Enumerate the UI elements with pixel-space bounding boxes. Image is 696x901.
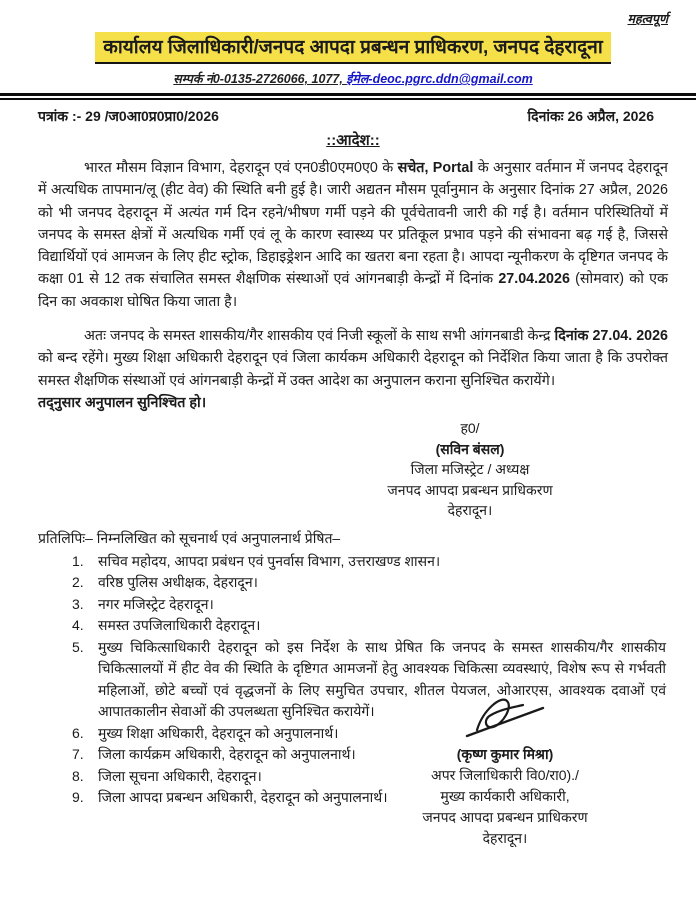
para2-seg3: को बन्द रहेंगे। मुख्य शिक्षा अधिकारी देहरादून एवं जिला कार्यकम अधिकारी देहरादून को निर्देशित किया जाता है कि उपरोक्त समस्त शैक्षणिक संस्थाओं एवं आंगनबाड़ी केन्द्रों में उक्त आदेश का अनुपालन कराना सुनिश्चित करायेंगे।: [38, 350, 668, 389]
order-paragraph-2: [38, 325, 668, 392]
copy-item-number: 7.: [72, 746, 84, 763]
letter-meta-row: [38, 107, 668, 126]
signatory2-role1: अपर जिलाधिकारी वि0/रा0)./: [431, 767, 579, 783]
copy-item-text: नगर मजिस्ट्रेट देहरादून।: [98, 595, 214, 612]
contact-phone: सम्पर्क नं0-0135-2726066, 1077,: [173, 72, 347, 86]
para1-seg5: (सोमवार) को एक दिन का अवकाश घोषित किया जाता है।: [38, 271, 668, 310]
signatory2-role2: मुख्य कार्यकारी अधिकारी,: [440, 788, 570, 804]
copy-item: [38, 615, 668, 637]
signatory-name: (सविन बंसल): [435, 440, 505, 457]
order-heading: ::आदेश::: [326, 132, 380, 149]
signature-block-ceo: [340, 690, 670, 849]
letterhead: [38, 32, 668, 64]
copy-item: [38, 551, 668, 573]
signatory-role: जिला मजिस्ट्रेट / अध्यक्ष: [410, 461, 530, 478]
copy-item-number: 4.: [72, 617, 84, 634]
copy-item-number: 3.: [72, 595, 84, 612]
para1-date-bold: 27.04.2026: [498, 271, 570, 288]
email-link[interactable]: [346, 72, 532, 86]
copy-item-text: जिला सूचना अधिकारी, देहरादून।: [98, 767, 262, 784]
para2-date-bold: दिनांक 27.04. 2026: [554, 328, 668, 345]
copy-item-number: 6.: [72, 724, 84, 741]
signatory2-name: (कृष्ण कुमार मिश्रा): [456, 746, 554, 762]
letter-date: दिनांकः 26 अप्रैल, 2026: [527, 108, 654, 124]
copy-item-number: 5.: [72, 638, 84, 655]
signatory-org: जनपद आपदा प्रबन्धन प्राधिकरण: [387, 481, 553, 498]
copy-item-text: जिला कार्यक्रम अधिकारी, देहरादून को अनुपालनार्थ।: [98, 746, 356, 763]
copies-heading: प्रतिलिपिः– निम्नलिखित को सूचनार्थ एवं अनुपालनार्थ प्रेषित–: [38, 529, 341, 546]
email-address: deoc.pgrc.ddn@gmail.com: [372, 72, 533, 86]
copy-item-number: 2.: [72, 574, 84, 591]
footer-accent-bar: [0, 892, 696, 901]
signatory2-place: देहरादून।: [482, 830, 528, 846]
para2-seg1: अतः जनपद के समस्त शासकीय/गैर शासकीय एवं निजी स्कूलों के साथ सभी आंगनबाडी केन्द्र: [84, 328, 555, 345]
importance-tag: महत्वपूर्ण: [627, 12, 668, 26]
contact-line: [38, 71, 668, 87]
signatory-place: देहरादून।: [447, 502, 493, 519]
copy-item-text: वरिष्ठ पुलिस अधीक्षक, देहरादून।: [98, 574, 258, 591]
office-title: कार्यालय जिलाधिकारी/जनपद आपदा प्रबन्धन प्राधिकरण, जनपद देहरादूना: [95, 32, 611, 64]
order-paragraph-1: [38, 157, 668, 313]
signatory2-org: जनपद आपदा प्रबन्धन प्राधिकरण: [422, 809, 588, 825]
para1-seg2-bold: सचेत, Portal: [397, 160, 474, 176]
handwritten-signature-icon: [340, 690, 670, 742]
email-label: ईमेल-: [346, 72, 373, 86]
copy-item: [38, 594, 668, 616]
para1-seg3: के अनुसार वर्तमान में जनपद देहरादून में अत्यधिक तापमान/लू (हीट वेव) की स्थिति बनी हुई है। जारी अद्यतन मौसम पूर्वानुमान के अनुसार दिनांक 27 अप्रैल, 2026 को भी जनपद देहरादून में अत्यंत गर्म दिन रहने/भीषण गर्मी पड़ने की पूर्वचेतावनी जारी की गई है। वर्तमान परिस्थितियों में जनपद के समस्त क्षेत्रों में अत्यधिक गर्मी एवं लू के कारण स्वास्थ्य पर प्रतिकूल प्रभाव पड़ने की संभावना बढ़ गई है, जिससे विद्यार्थियों एवं आमजन के लिए हीट स्ट्रोक, डिहाइड्रेशन आदि का खतरा बना रहता है। आपदा न्यूनीकरण के दृष्टिगत जनपद के कक्षा 01 से 12 तक संचालित समस्त शैक्षणिक संस्थाओं एवं आंगनबाड़ी केन्द्रों में दिनांक: [38, 160, 668, 288]
sd-mark: ह0/: [460, 420, 480, 437]
copy-item-number: 1.: [72, 552, 84, 569]
copy-item-text: मुख्य चिकित्साधिकारी देहरादून को इस निर्देश के साथ प्रेषित कि जनपद के समस्त शासकीय/गैर शासकीय चिकित्सालयों में हीट वेव की स्थिति के दृष्टिगत आमजनों हेतु आवश्यक चिकित्सा व्यवस्थाएं, विशेष रूप से गर्भवती महिलाओं, छोटे बच्चों एवं वृद्धजनों के लिए समुचित उपचार, शीतल पेयजल, ओआरएस, आवश्यक दवाओं एवं आपातकालीन सेवाओं की उपलब्धता सुनिश्चित करायेगें।: [98, 638, 666, 720]
signature-block-dm: [320, 418, 620, 521]
copy-item-number: 8.: [72, 767, 84, 784]
copy-item-text: समस्त उपजिलाधिकारी देहरादून।: [98, 617, 261, 634]
copy-item-text: जिला आपदा प्रबन्धन अधिकारी, देहरादून को अनुपालनार्थ।: [98, 789, 388, 806]
copy-item-number: 9.: [72, 789, 84, 806]
letter-number: पत्रांक :- 29 /ज0आ0प्र0प्रा0/2026: [38, 108, 219, 124]
compliance-line: तद्नुसार अनुपालन सुनिश्चित हो।: [38, 394, 207, 411]
copy-item-text: मुख्य शिक्षा अधिकारी, देहरादून को अनुपालनार्थ।: [98, 724, 339, 741]
double-rule-divider: [0, 93, 696, 100]
para1-seg1: भारत मौसम विज्ञान विभाग, देहरादून एवं एन0डी0एम0ए0 के: [84, 160, 398, 176]
copy-item-text: सचिव महोदय, आपदा प्रबंधन एवं पुनर्वास विभाग, उत्तराखण्ड शासन।: [98, 552, 441, 569]
copy-item: [38, 572, 668, 594]
